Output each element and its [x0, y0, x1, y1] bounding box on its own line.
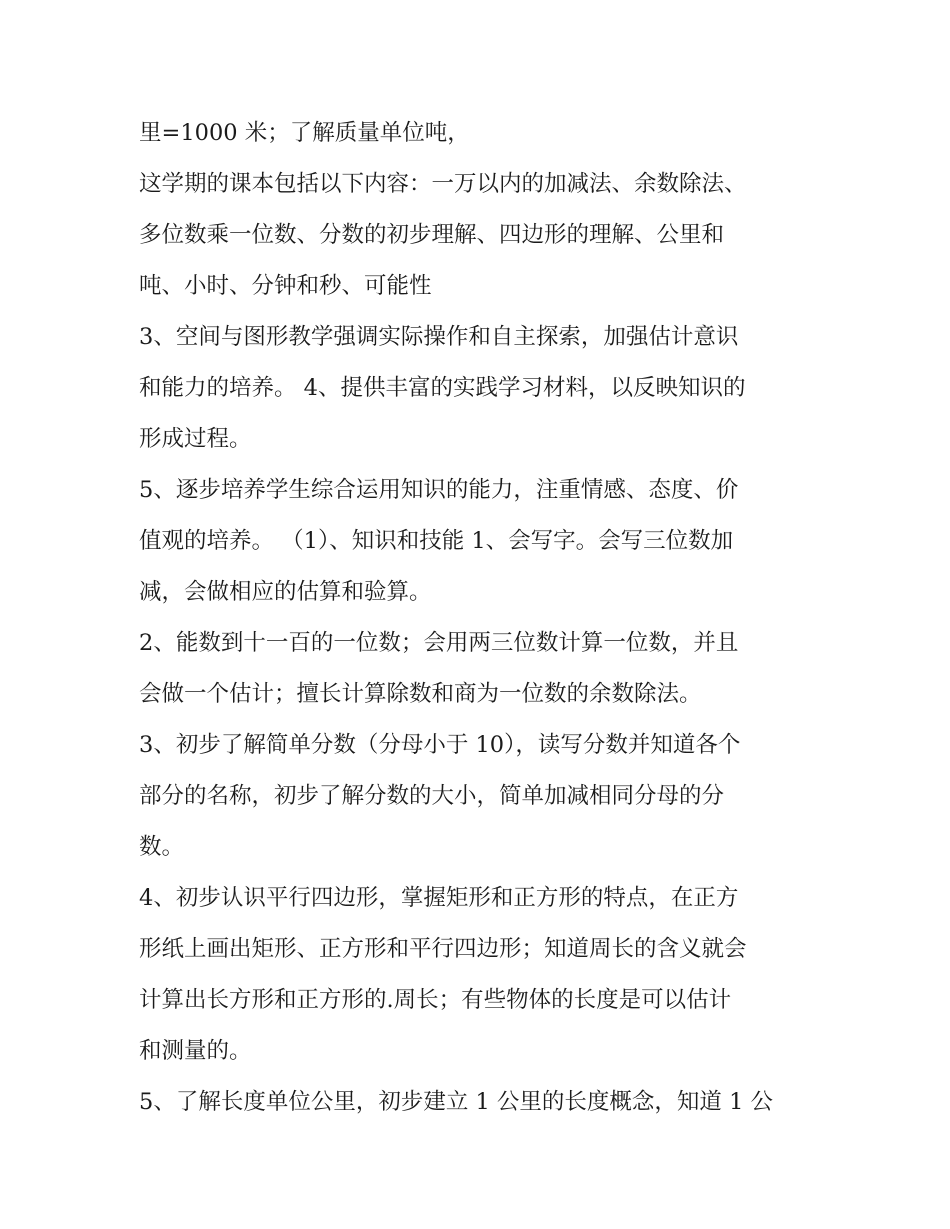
text-line: 部分的名称，初步了解分数的大小，简单加减相同分母的分: [139, 783, 725, 809]
text-line: 形成过程。: [139, 426, 252, 452]
text-line: 5、了解长度单位公里，初步建立 1 公里的长度概念，知道 1 公: [139, 1089, 774, 1115]
text-line: 里=1000 米；了解质量单位吨，: [139, 120, 470, 146]
text-line: 和测量的。: [139, 1038, 252, 1064]
text-line: 3、初步了解简单分数（分母小于 10），读写分数并知道各个: [139, 732, 741, 758]
text-line: 值观的培养。 （1）、知识和技能 1、会写字。会写三位数加: [139, 528, 734, 554]
text-line: 2、能数到十一百的一位数；会用两三位数计算一位数，并且: [139, 630, 739, 656]
text-line: 4、初步认识平行四边形，掌握矩形和正方形的特点，在正方: [139, 885, 739, 911]
document-body: [139, 108, 829, 1128]
text-line: 和能力的培养。 4、提供丰富的实践学习材料，以反映知识的: [139, 375, 746, 401]
text-line: 形纸上画出矩形、正方形和平行四边形；知道周长的含义就会: [139, 936, 747, 962]
text-line: 计算出长方形和正方形的.周长；有些物体的长度是可以估计: [139, 987, 732, 1013]
text-line: 吨、小时、分钟和秒、可能性: [139, 273, 432, 299]
text-line: 3、空间与图形教学强调实际操作和自主探索，加强估计意识: [139, 324, 739, 350]
text-line: 5、逐步培养学生综合运用知识的能力，注重情感、态度、价: [139, 477, 739, 503]
text-line: 减，会做相应的估算和验算。: [139, 579, 432, 605]
text-line: 会做一个估计；擅长计算除数和商为一位数的余数除法。: [139, 681, 702, 707]
text-line: 这学期的课本包括以下内容：一万以内的加减法、余数除法、: [139, 171, 747, 197]
text-line: 数。: [139, 834, 185, 860]
text-line: 多位数乘一位数、分数的初步理解、四边形的理解、公里和: [139, 222, 725, 248]
